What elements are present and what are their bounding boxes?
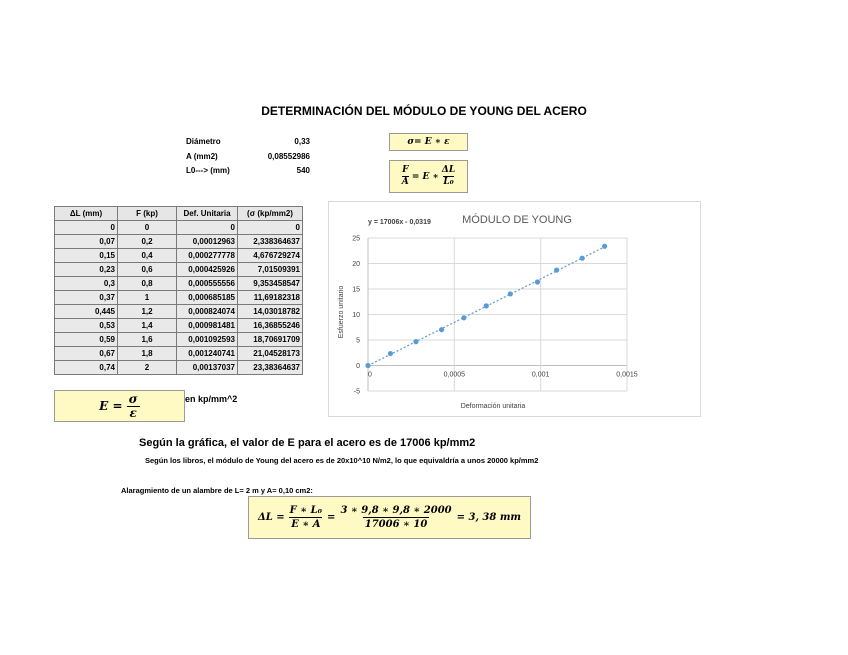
param-value-length: 540 <box>296 166 310 175</box>
y-tick-label: 0 <box>356 363 360 370</box>
data-point <box>580 256 585 261</box>
elongation-equals: = <box>327 512 336 523</box>
table-row <box>55 235 303 249</box>
table-cell: 0,67 <box>55 347 118 361</box>
table-row <box>55 291 303 305</box>
chart-frame <box>328 201 701 417</box>
table-cell: 2,338364637 <box>238 235 303 249</box>
x-tick-label: 0 <box>368 371 372 379</box>
table-row <box>55 361 303 375</box>
y-tick-label: -5 <box>353 388 360 396</box>
table-cell: 1,2 <box>118 305 177 319</box>
table-cell: 0,23 <box>55 263 118 277</box>
table-cell: 0,53 <box>55 319 118 333</box>
table-cell: 0,000685185 <box>177 291 238 305</box>
e-formula-denominator: ε <box>127 406 140 420</box>
table-cell: 0 <box>238 221 303 235</box>
stress-lhs-numerator: F <box>402 165 409 175</box>
page-title: DETERMINACIÓN DEL MÓDULO DE YOUNG DEL ACERO <box>261 104 587 118</box>
table-cell: 7,01509391 <box>238 263 303 277</box>
stress-rhs-numerator: ΔL <box>441 165 456 175</box>
table-row <box>55 347 303 361</box>
table-cell: 1,6 <box>118 333 177 347</box>
header-force: F (kp) <box>118 207 177 221</box>
table-cell: 1,8 <box>118 347 177 361</box>
data-points <box>365 244 607 368</box>
young-modulus-formula <box>54 390 185 422</box>
result-statement: Según la gráfica, el valor de E para el acero es de 17006 kp/mm2 <box>139 437 476 449</box>
data-point <box>554 267 559 272</box>
table-cell: 2 <box>118 361 177 375</box>
stress-formula <box>389 160 468 193</box>
chart-title: MÓDULO DE YOUNG <box>462 214 572 226</box>
table-cell: 18,70691709 <box>238 333 303 347</box>
table-cell: 0,000824074 <box>177 305 238 319</box>
elongation-heading: Alaragmiento de un alambre de L= 2 m y A= 0,10 cm2: <box>121 486 313 495</box>
books-note: Según los libros, el módulo de Young del acero es de 20x10^10 N/m2, lo que equivaldría a unos 20000 kp/mm2 <box>145 456 539 465</box>
y-tick-label: 5 <box>356 337 360 345</box>
table-row <box>55 277 303 291</box>
table-cell: 4,676729274 <box>238 249 303 263</box>
table-cell: 0,07 <box>55 235 118 249</box>
table-cell: 23,38364637 <box>238 361 303 375</box>
stress-middle: = E ∗ <box>408 171 442 182</box>
elongation-lhs: ΔL = <box>258 512 285 523</box>
param-value-area: 0,08552986 <box>267 152 310 161</box>
table-row <box>55 319 303 333</box>
param-value-diameter: 0,33 <box>294 137 310 146</box>
table-cell: 0,000425926 <box>177 263 238 277</box>
table-cell: 0,15 <box>55 249 118 263</box>
hooke-law-text: σ= E ∗ ε <box>407 137 450 147</box>
header-elongation: ΔL (mm) <box>55 207 118 221</box>
table-cell: 0 <box>118 221 177 235</box>
young-modulus-chart <box>329 202 700 416</box>
x-tick-label: 0,001 <box>531 371 550 379</box>
table-cell: 0,6 <box>118 263 177 277</box>
y-tick-label: 25 <box>352 235 360 243</box>
table-cell: 1 <box>118 291 177 305</box>
data-point <box>535 279 540 284</box>
units-note: en kp/mm^2 <box>185 394 238 404</box>
table-cell: 0 <box>55 221 118 235</box>
elongation-result: = 3, 38 mm <box>456 512 521 523</box>
table-cell: 0,59 <box>55 333 118 347</box>
table-cell: 0,001092593 <box>177 333 238 347</box>
header-stress: (σ (kp/mm2) <box>238 207 303 221</box>
table-cell: 0,445 <box>55 305 118 319</box>
table-row <box>55 249 303 263</box>
data-point <box>461 315 466 320</box>
data-point <box>602 244 607 249</box>
data-point <box>508 291 513 296</box>
table-cell: 16,36855246 <box>238 319 303 333</box>
y-tick-label: 20 <box>352 261 360 268</box>
table-cell: 0 <box>177 221 238 235</box>
grid-lines <box>368 238 627 391</box>
table-row <box>55 333 303 347</box>
trendline-equation: y = 17006x - 0,0319 <box>368 219 431 226</box>
table-cell: 21,04528173 <box>238 347 303 361</box>
elongation-formula <box>248 496 531 539</box>
header-strain: Def. Unitaria <box>177 207 238 221</box>
table-row <box>55 305 303 319</box>
data-point <box>365 363 370 368</box>
elongation-f2-numerator: 3 ∗ 9,8 ∗ 9,8 ∗ 2000 <box>340 505 452 516</box>
table-cell: 0,2 <box>118 235 177 249</box>
param-label-diameter: Diámetro <box>186 137 221 146</box>
table-cell: 11,69182318 <box>238 291 303 305</box>
data-point <box>439 327 444 332</box>
table-row <box>55 221 303 235</box>
e-formula-lhs: E = <box>99 399 123 413</box>
stress-rhs-denominator: L₀ <box>443 177 454 187</box>
table-cell: 0,00137037 <box>177 361 238 375</box>
table-cell: 0,00012963 <box>177 235 238 249</box>
param-label-area: A (mm2) <box>186 152 218 161</box>
data-point <box>484 303 489 308</box>
elongation-f1-denominator: E ∗ A <box>291 519 321 530</box>
table-cell: 14,03018782 <box>238 305 303 319</box>
x-axis-label: Deformación unitaria <box>460 403 526 410</box>
stress-lhs-denominator: A <box>401 177 409 187</box>
table-cell: 0,000981481 <box>177 319 238 333</box>
hooke-law-formula <box>389 133 468 151</box>
x-tick-label: 0,0005 <box>443 371 466 379</box>
elongation-f1-numerator: F ∗ L₀ <box>289 505 323 516</box>
measurement-table <box>54 206 303 375</box>
table-cell: 0,8 <box>118 277 177 291</box>
data-point <box>413 339 418 344</box>
x-tick-label: 0,0015 <box>616 371 638 379</box>
elongation-f2-denominator: 17006 ∗ 10 <box>364 519 428 530</box>
table-row <box>55 263 303 277</box>
data-point <box>388 351 393 356</box>
y-axis-label: Esfuerzo unitario <box>338 285 345 339</box>
table-cell: 0,37 <box>55 291 118 305</box>
table-cell: 0,74 <box>55 361 118 375</box>
table-cell: 0,000555556 <box>177 277 238 291</box>
table-cell: 0,4 <box>118 249 177 263</box>
table-cell: 0,3 <box>55 277 118 291</box>
y-tick-label: 10 <box>352 312 360 319</box>
table-cell: 0,001240741 <box>177 347 238 361</box>
table-header-row <box>55 207 303 221</box>
table-cell: 0,000277778 <box>177 249 238 263</box>
e-formula-numerator: σ <box>128 391 138 406</box>
param-label-length: L0---> (mm) <box>186 166 230 175</box>
table-cell: 1,4 <box>118 319 177 333</box>
table-cell: 9,353458547 <box>238 277 303 291</box>
y-tick-label: 15 <box>352 286 360 294</box>
axis-ticks <box>352 236 638 396</box>
